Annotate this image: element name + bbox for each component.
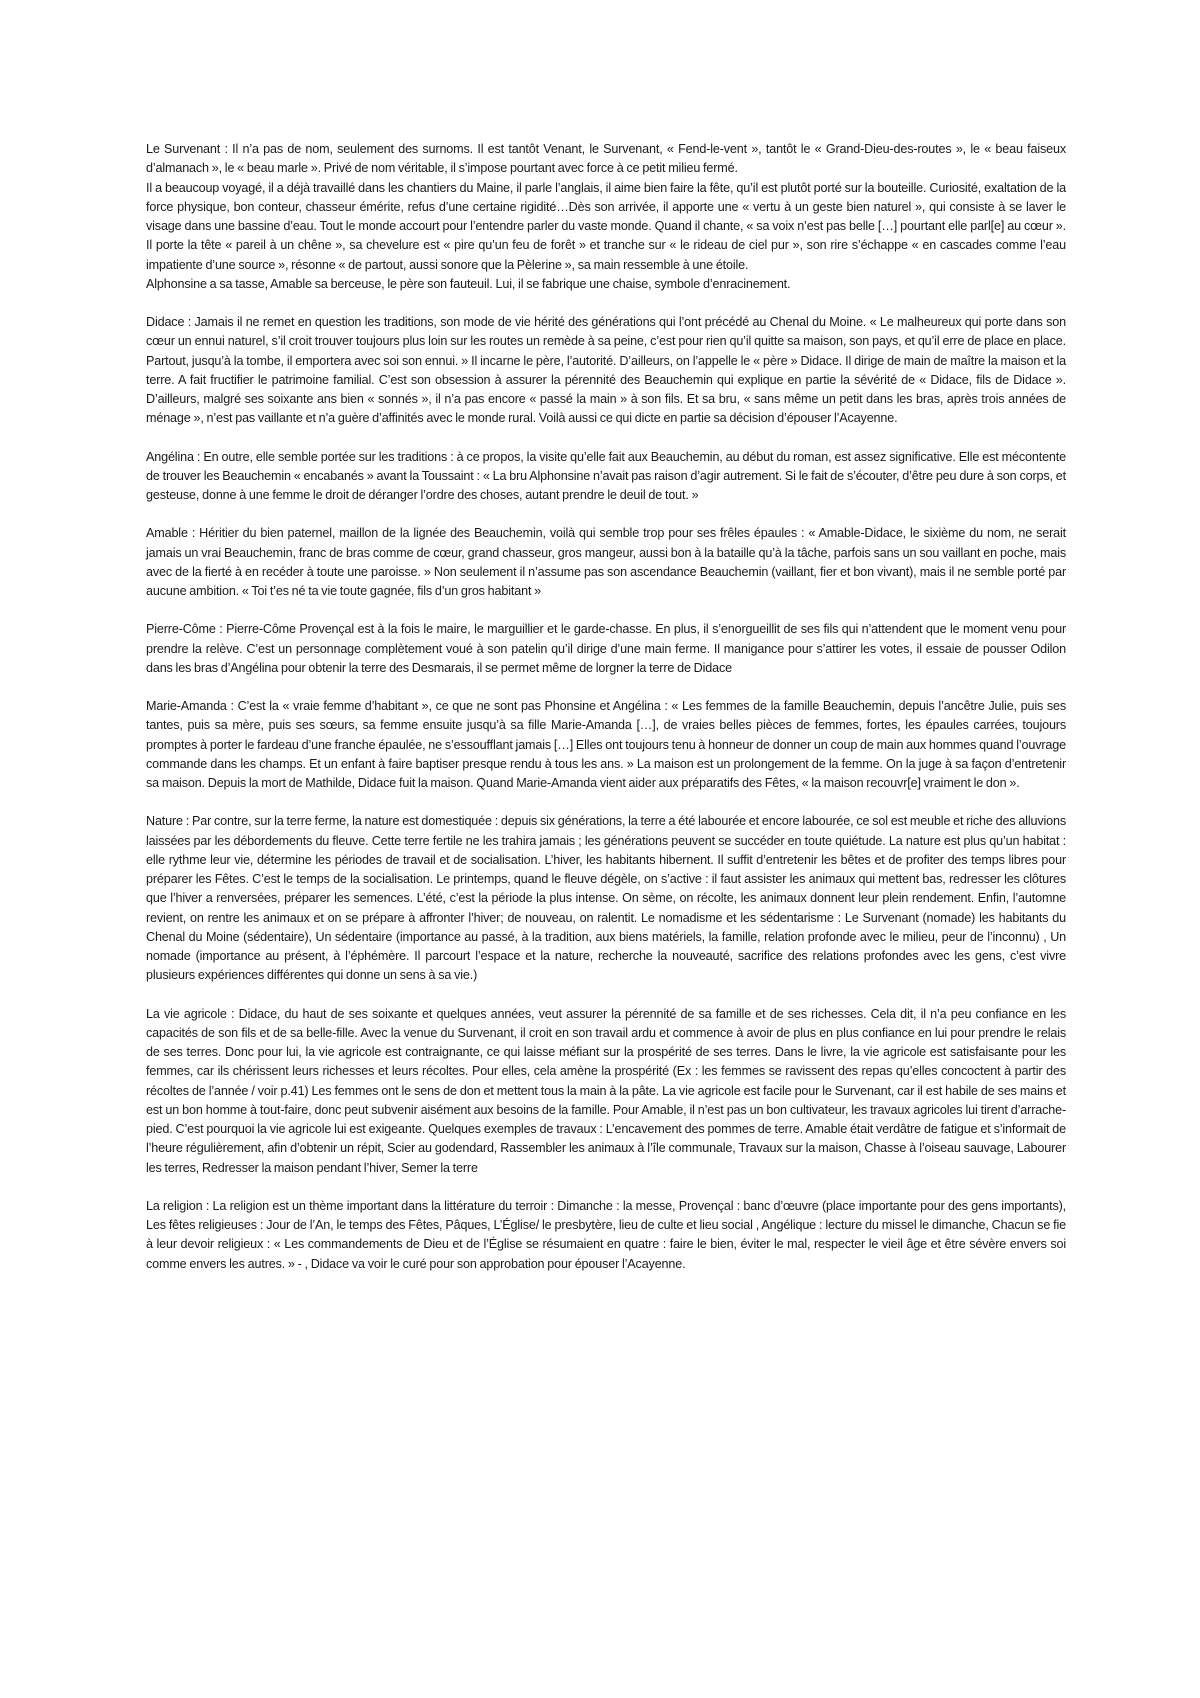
text-line: Pierre-Côme : Pierre-Côme Provençal est à la fois le maire, le marguillier et le garde-chasse. En plus, il s’enorgueillit de ses fils qui n’attendent que le moment venu pour prendre la relève. C’est un personnage complètement voué à son patelin qu’il dirige d’une main ferme. Il manigance pour s’attirer les votes, il essaie de pousser Odilon dans les bras d’Angélina pour obtenir la terre des Desmarais, il se permet même de lorgner la terre de Didace bbox=[146, 622, 1066, 675]
text-line: Alphonsine a sa tasse, Amable sa berceuse, le père son fauteuil. Lui, il se fabrique une chaise, symbole d’enracinement. bbox=[146, 276, 791, 291]
paragraph-amable bbox=[146, 524, 1066, 601]
text-line: Nature : Par contre, sur la terre ferme, la nature est domestiquée : depuis six générations, la terre a été labourée et encore labourée, ce sol est meuble et riche des alluvions laissées par les débordements du fleuve. Cette terre fertile ne les trahira jamais ; les générations peuvent se succéder en toute quiétude. La nature est plus qu’un habitat : elle rythme leur vie, détermine les périodes de travail et de socialisation. L’hiver, les habitants hibernent. Il suffit d’entretenir les bêtes et de profiter des temps libres pour préparer les Fêtes. C’est le temps de la socialisation. Le printemps, quand le fleuve dégèle, on s’active : il faut assister les animaux qui mettent bas, redresser les clôtures que l’hiver a renversées, préparer les semences. L’été, c’est la période la plus intense. On sème, on récolte, les animaux donnent leur plein rendement. Enfin, l’automne revient, on rentre les animaux et on se prépare à affronter l’hiver; de nouveau, on ralentit. Le nomadisme et les sédentarisme : Le Survenant (nomade) les habitants du Chenal du Moine (sédentaire), Un sédentaire (importance au passé, à la tradition, aux biens matériels, la famille, relation profonde avec le milieu, peur de l’inconnu) , Un nomade (importance au présent, à l’éphémère. Il parcourt l’espace et la nature, recherche la nouveauté, sacrifice des relations profondes avec les gens, c’est vivre plusieurs expériences différentes qui donne un sens à sa vie.) bbox=[146, 814, 1066, 983]
text-line: Amable : Héritier du bien paternel, maillon de la lignée des Beauchemin, voilà qui semble trop pour ses frêles épaules : « Amable-Didace, le sixième du nom, ne serait jamais un vrai Beauchemin, franc de bras comme de cœur, grand chasseur, gros mangeur, aussi bon à la bataille qu’à la tâche, parfois sans un sou vaillant en poche, mais avec de la fierté à en recéder à toute une paroisse. » Non seulement il n’assume pas son ascendance Beauchemin (vaillant, fier et bon vivant), mais il ne semble porté par aucune ambition. « Toi t’es né ta vie toute gagnée, fils d’un gros habitant » bbox=[146, 526, 1066, 598]
paragraph-religion bbox=[146, 1197, 1066, 1274]
text-line: Le Survenant : Il n’a pas de nom, seulement des surnoms. Il est tantôt Venant, le Survenant, « Fend-le-vent », tantôt le « Grand-Dieu-des-routes », le « beau faiseux d’almanach », le « beau marle ». Privé de nom véritable, il s’impose pourtant avec force à ce petit milieu fermé. bbox=[146, 142, 1066, 176]
text-line: Angélina : En outre, elle semble portée sur les traditions : à ce propos, la visite qu’elle fait aux Beauchemin, au début du roman, est assez significative. Elle est mécontente de trouver les Beauchemin « encabanés » avant la Toussaint : « La bru Alphonsine n’avait pas raison d’agir autrement. Si le fait de s’écouter, d’être peu dure à son corps, et gesteuse, donne à une femme le droit de déranger l’ordre des choses, autant prendre le deuil de tout. » bbox=[146, 449, 1066, 502]
paragraph-didace bbox=[146, 313, 1066, 429]
paragraph-angelina bbox=[146, 448, 1066, 506]
paragraph-survenant bbox=[146, 140, 1066, 294]
paragraph-pierre-come bbox=[146, 620, 1066, 678]
text-line: Il a beaucoup voyagé, il a déjà travaillé dans les chantiers du Maine, il parle l’anglais, il aime bien faire la fête, qu’il est plutôt porté sur la bouteille. Curiosité, exaltation de la force physique, bon conteur, chasseur émérite, refus d’une certaine rigidité…Dès son arrivée, il apporte une « vertu à un geste bien naturel », qui consiste à se laver le visage dans une bassine d’eau. Tout le monde accourt pour l’entendre parler du vaste monde. Quand il chante, « sa voix n’est pas belle […] pourtant elle parl[e] au cœur ». Il porte la tête « pareil à un chêne », sa chevelure est « pire qu’un feu de forêt » et tranche sur « le rideau de ciel pur », son rire s’échappe « en cascades comme l’eau impatiente d’une source », résonne « de partout, aussi sonore que la Pèlerine », sa main ressemble à une étoile. bbox=[146, 180, 1066, 272]
paragraph-vie-agricole bbox=[146, 1005, 1066, 1178]
document-page bbox=[146, 140, 1066, 1274]
text-line: La religion : La religion est un thème important dans la littérature du terroir : Dimanche : la messe, Provençal : banc d’œuvre (place importante pour des gens importants), Les fêtes religieuses : Jour de l’An, le temps des Fêtes, Pâques, L’Église/ le presbytère, lieu de culte et lieu social , Angélique : lecture du missel le dimanche, Chacun se fie à leur devoir religieux : « Les commandements de Dieu et de l’Église se résumaient en quatre : faire le bien, éviter le mal, respecter le vieil âge et être sévère envers soi comme envers les autres. » - , Didace va voir le curé pour son approbation pour épouser l’Acayenne. bbox=[146, 1198, 1066, 1271]
text-line: La vie agricole : Didace, du haut de ses soixante et quelques années, veut assurer la pérennité de sa famille et de ses richesses. Cela dit, il n’a peu confiance en les capacités de son fils et de sa belle-fille. Avec la venue du Survenant, il croit en son travail ardu et commence à avoir de plus en plus confiance en lui pour prendre le relais de ses terres. Donc pour lui, la vie agricole est contraignante, ce qui laisse méfiant sur la prospérité de ses terres. Dans le livre, la vie agricole est satisfaisante pour les femmes, car ils chérissent leurs richesses et leurs récoltes. Pour elles, cela amène la prospérité (Ex : les femmes se ravissent des repas qu’elles concoctent à partir des récoltes de l’année / voir p.41) Les femmes ont le sens de don et mettent tous la main à la pâte. La vie agricole est facile pour le Survenant, car il est habile de ses mains et est un bon homme à tout-faire, donc peut subvenir aisément aux besoins de la famille. Pour Amable, il n’est pas un bon cultivateur, les travaux agricoles lui tirent d’arrache-pied. C’est pourquoi la vie agricole lui est exigeante. Quelques exemples de travaux : L’encavement des pommes de terre. Amable était verdâtre de fatigue et s’informait de l’heure régulièrement, afin d’obtenir un répit, Scier au godendard, Rassembler les animaux à l’île communale, Travaux sur la maison, Chasse à l’oiseau sauvage, Labourer les terres, Redresser la maison pendant l’hiver, Semer la terre bbox=[146, 1006, 1066, 1175]
paragraph-marie-amanda bbox=[146, 697, 1066, 793]
paragraph-nature bbox=[146, 812, 1066, 985]
text-line: Didace : Jamais il ne remet en question les traditions, son mode de vie hérité des générations qui l’ont précédé au Chenal du Moine. « Le malheureux qui porte dans son cœur un ennui naturel, s’il croit trouver toujours plus loin sur les routes un remède à sa peine, c’est pour rien qu’il quitte sa maison, son pays, et qu’il erre de place en place. Partout, jusqu’à la tombe, il emportera avec soi son ennui. » Il incarne le père, l’autorité. D’ailleurs, on l’appelle le « père » Didace. Il dirige de main de maître la maison et la terre. A fait fructifier le patrimoine familial. C’est son obsession à assurer la pérennité des Beauchemin qui explique en partie la sévérité de « Didace, fils de Didace ». D’ailleurs, malgré ses soixante ans bien « sonnés », il n’a pas encore « passé la main » à son fils. Et sa bru, « sans même un petit dans les bras, après trois années de ménage », n’est pas vaillante et n’a guère d’affinités avec le monde rural. Voilà aussi ce qui dicte en partie sa décision d’épouser l’Acayenne. bbox=[146, 315, 1066, 426]
text-line: Marie-Amanda : C’est la « vraie femme d’habitant », ce que ne sont pas Phonsine et Angélina : « Les femmes de la famille Beauchemin, depuis l’ancêtre Julie, puis ses tantes, puis sa mère, puis ses sœurs, sa femme ensuite jusqu’à sa fille Marie-Amanda […], de vraies belles pièces de femmes, fortes, les épaules carrées, toujours promptes à porter le fardeau d’une franche épaulée, ne s’essoufflant jamais […] Elles ont toujours tenu à honneur de donner un coup de main aux hommes quand l’ouvrage commande dans les champs. Et un enfant à faire baptiser presque rendu à tous les ans. » La maison est un prolongement de la femme. On la juge à sa façon d’entretenir sa maison. Depuis la mort de Mathilde, Didace fuit la maison. Quand Marie-Amanda vient aider aux préparatifs des Fêtes, « la maison recouvr[e] vraiment le don ». bbox=[146, 699, 1066, 790]
